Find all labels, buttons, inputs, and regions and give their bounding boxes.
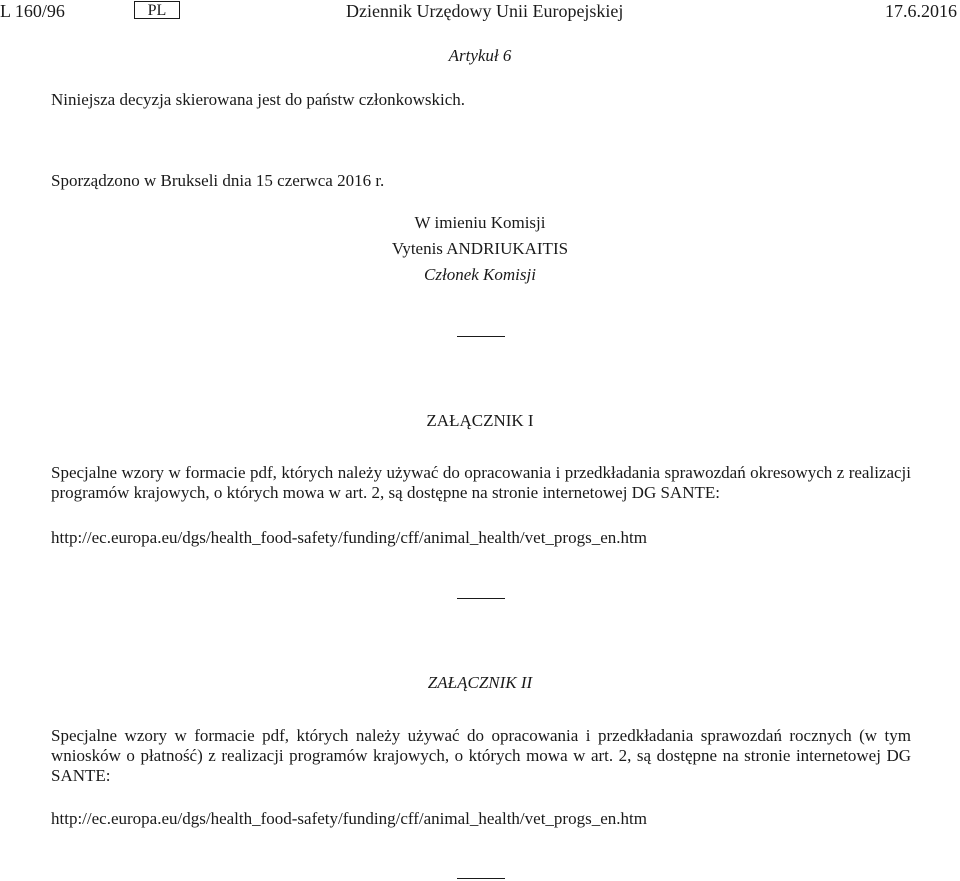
- article-title: Artykuł 6: [448, 46, 512, 65]
- annex-2-text: Specjalne wzory w formacie pdf, których należy używać do opracowania i przedkładania sprawozdań rocznych (w tym wniosków o płatność) z realizacji programów krajowych, o których mowa w art. 2, są dostępne na stronie internetowej DG SANTE:: [51, 726, 911, 785]
- signatory-name: Vytenis ANDRIUKAITIS: [391, 239, 569, 258]
- journal-title: Dziennik Urzędowy Unii Europejskiej: [346, 1, 624, 21]
- annex-1-text: Specjalne wzory w formacie pdf, których należy używać do opracowania i przedkładania sprawozdań okresowych z realizacji programów krajowych, o których mowa w art. 2, są dostępne na stronie internetowej DG SANTE:: [51, 463, 911, 502]
- section-divider: [457, 598, 505, 599]
- done-at-line: Sporządzono w Brukseli dnia 15 czerwca 2016 r.: [51, 171, 385, 190]
- page-reference: L 160/96: [0, 1, 65, 21]
- annex-2-url: http://ec.europa.eu/dgs/health_food-safety/funding/cff/animal_health/vet_progs_en.htm: [51, 809, 647, 828]
- section-divider: [457, 878, 505, 879]
- on-behalf-line: W imieniu Komisji: [414, 213, 546, 232]
- signatory-role: Członek Komisji: [424, 265, 536, 284]
- article-text: Niniejsza decyzja skierowana jest do państw członkowskich.: [51, 90, 466, 109]
- annex-2-title: ZAŁĄCZNIK II: [427, 673, 533, 692]
- language-badge: PL: [134, 1, 180, 19]
- section-divider: [457, 336, 505, 337]
- annex-1-title: ZAŁĄCZNIK I: [426, 411, 534, 430]
- publication-date: 17.6.2016: [885, 1, 957, 21]
- annex-1-url: http://ec.europa.eu/dgs/health_food-safety/funding/cff/animal_health/vet_progs_en.htm: [51, 528, 647, 547]
